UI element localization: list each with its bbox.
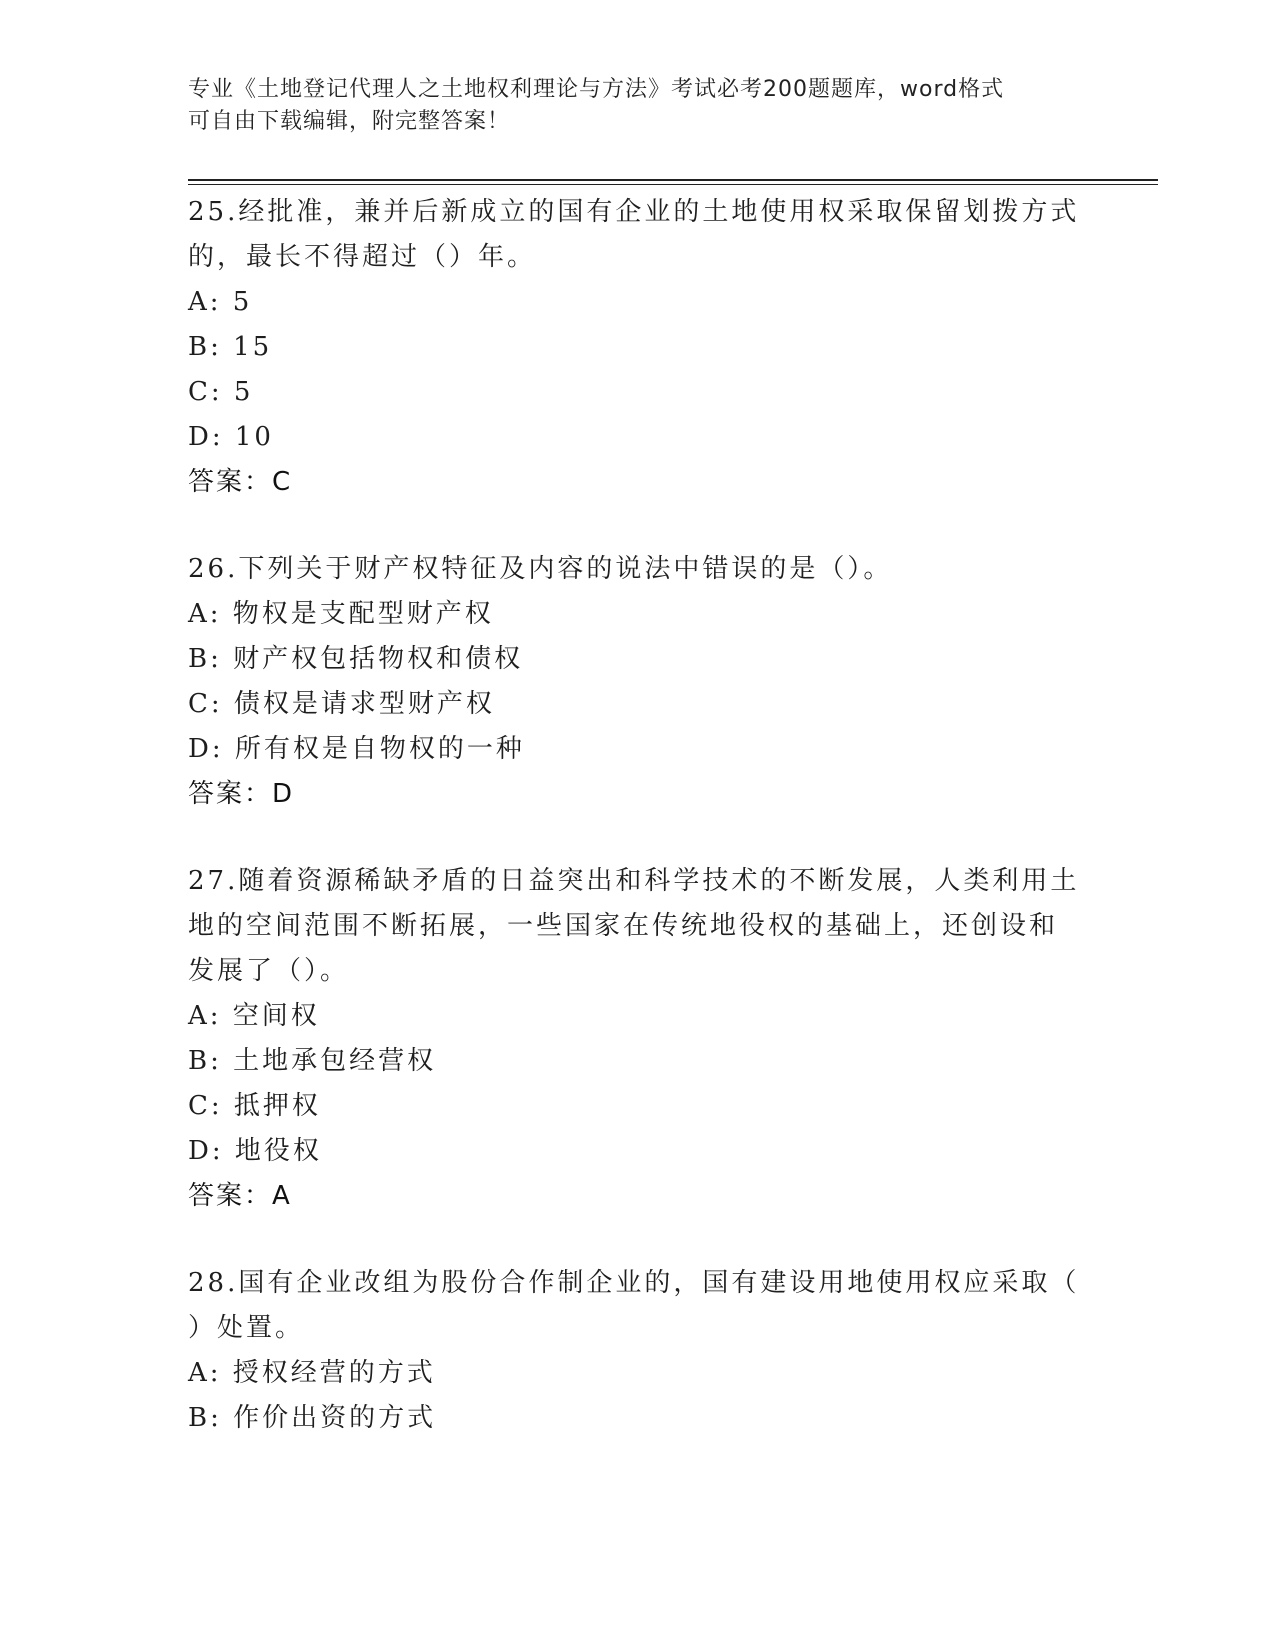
question-27 bbox=[188, 859, 1088, 1219]
option-d: D: 地役权 bbox=[188, 1136, 322, 1166]
question-stem-line: 28.国有企业改组为股份合作制企业的，国有建设用地使用权应采取（ bbox=[188, 1268, 1080, 1298]
option-b: B: 作价出资的方式 bbox=[188, 1403, 437, 1433]
document-header bbox=[188, 74, 1088, 138]
option-c: C: 5 bbox=[188, 377, 254, 407]
answer: 答案：D bbox=[188, 779, 295, 809]
answer: 答案：C bbox=[188, 467, 293, 497]
question-stem-line: 发展了（）。 bbox=[188, 956, 350, 986]
option-b: B: 财产权包括物权和债权 bbox=[188, 644, 524, 674]
question-spacer bbox=[188, 1219, 1088, 1261]
question-25 bbox=[188, 190, 1088, 505]
option-a: A: 5 bbox=[188, 287, 253, 317]
header-divider bbox=[188, 179, 1158, 185]
question-stem-line: 地的空间范围不断拓展，一些国家在传统地役权的基础上，还创设和 bbox=[188, 911, 1059, 941]
question-stem-line: 25.经批准，兼并后新成立的国有企业的土地使用权采取保留划拨方式 bbox=[188, 197, 1080, 227]
option-d: D: 10 bbox=[188, 422, 274, 452]
question-spacer bbox=[188, 817, 1088, 859]
option-d: D: 所有权是自物权的一种 bbox=[188, 734, 525, 764]
question-stem-line: 的，最长不得超过（）年。 bbox=[188, 242, 537, 272]
option-b: B: 15 bbox=[188, 332, 273, 362]
option-a: A: 物权是支配型财产权 bbox=[188, 599, 494, 629]
question-stem-line: ）处置。 bbox=[188, 1313, 305, 1343]
option-c: C: 抵押权 bbox=[188, 1091, 321, 1121]
answer: 答案：A bbox=[188, 1181, 292, 1211]
question-list bbox=[188, 190, 1088, 1441]
question-spacer bbox=[188, 505, 1088, 547]
question-stem-line: 27.随着资源稀缺矛盾的日益突出和科学技术的不断发展，人类利用土 bbox=[188, 866, 1080, 896]
option-b: B: 土地承包经营权 bbox=[188, 1046, 437, 1076]
question-stem-line: 26.下列关于财产权特征及内容的说法中错误的是（）。 bbox=[188, 554, 893, 584]
question-28 bbox=[188, 1261, 1088, 1441]
question-26 bbox=[188, 547, 1088, 817]
option-c: C: 债权是请求型财产权 bbox=[188, 689, 495, 719]
header-line-1: 专业《土地登记代理人之土地权利理论与方法》考试必考200题题库，word格式 bbox=[188, 77, 1005, 102]
header-line-2: 可自由下载编辑，附完整答案！ bbox=[188, 109, 511, 134]
option-a: A: 授权经营的方式 bbox=[188, 1358, 436, 1388]
option-a: A: 空间权 bbox=[188, 1001, 320, 1031]
